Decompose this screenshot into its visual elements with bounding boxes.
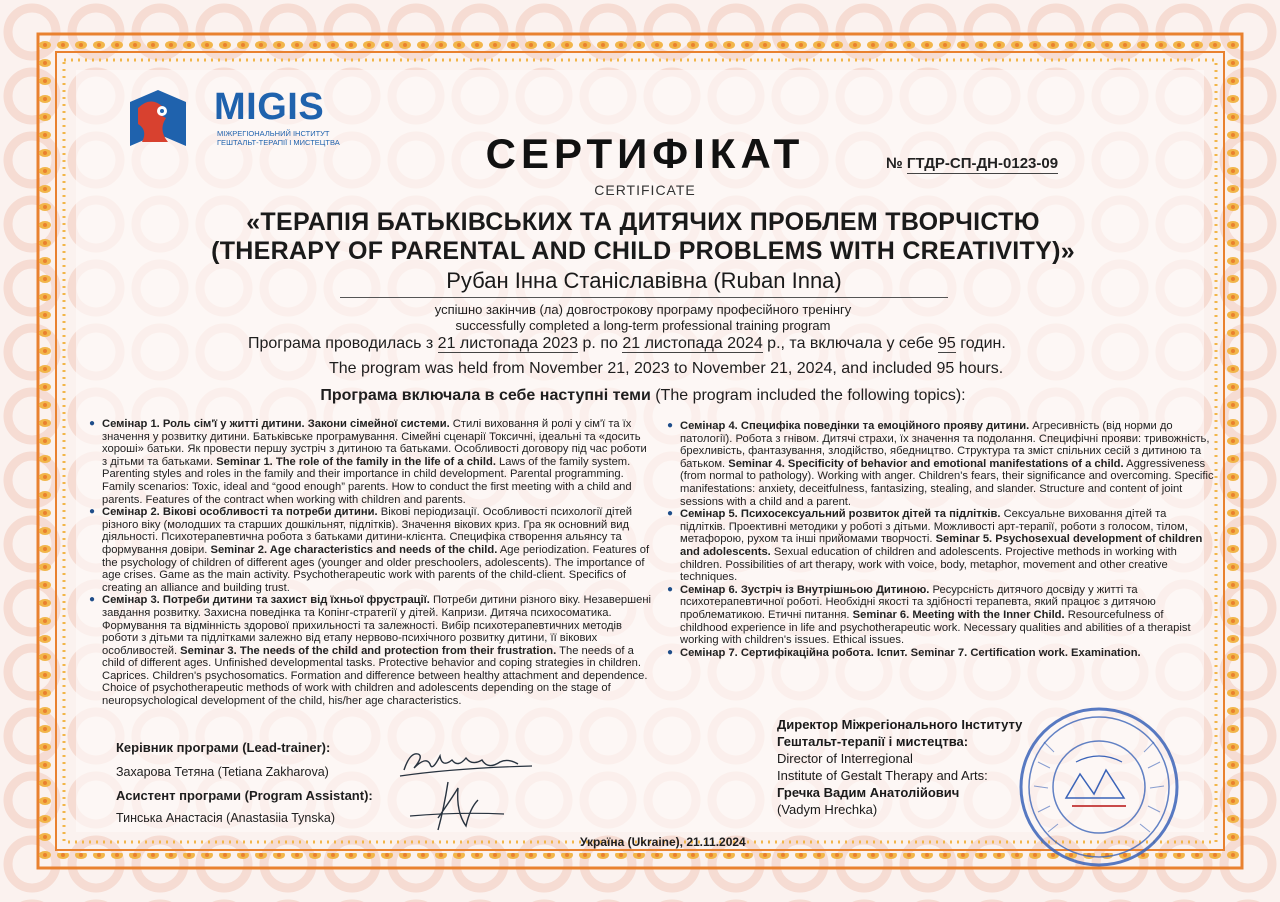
seminar-en-text: The needs of a child of different ages. Unfinished developmental tasks. Protective behavior and coping strategies in children. Caprices. Children's psychosomatics. Formation and difference between healthy attachment and dependence. Choice of psychotherapeutic methods of work with children and adolescents depending on the stage of neuropsychological development of the child, his/her age characteristics. xyxy=(102,644,648,708)
seminar-ua-text: Сексуальне виховання дітей та підлітків. Проективні методики у роботі з дітьми. Можливості арт-терапії, роботи з голосом, тілом, метафорою, рухом та інші прийомами творчості. xyxy=(680,508,1188,546)
seminar-ua-text: Стилі виховання й ролі у сім'ї та їх значення у розвитку дитини. Батьківське програмування. Сімейні сценарії Токсичні, ідеальні та «досить хороші» батьки. Як провести першу зустріч з дитиною та батьками. Особливості договору під час роботи з дітьми та батьками. xyxy=(102,418,647,468)
seminar-item xyxy=(86,594,652,707)
course-title-line2: (THERAPY OF PARENTAL AND CHILD PROBLEMS WITH CREATIVITY)» xyxy=(211,237,1075,265)
topics-heading xyxy=(0,387,1280,405)
seminar-en-title: Seminar 1. The role of the family in the life of a child. xyxy=(216,455,496,468)
seminar-ua-text: Ресурсність дитячого досвіду у житті та психотерапевтичної роботі. Необхідні якості та здібності терапевта, який працює з дитячою проблематикою. Етичні питання. xyxy=(680,583,1156,621)
bullet-icon: ● xyxy=(667,420,674,431)
start-date: 21 листопада 2023 xyxy=(437,335,579,352)
director-name-en: (Vadym Hrechka) xyxy=(777,802,878,817)
place-and-date: Україна (Ukraine), 21.11.2024 xyxy=(580,835,746,849)
topics-heading-ua: Програма включала в себе наступні теми xyxy=(320,387,651,404)
seminar-ua-text: Агресивність (від норми до патології). Робота з гнівом. Дитячі страхи, їх значення та подолання. Специфічні прояви: тривожність, брехливість, фантазування, злодійство, ябедництво. Структура та зміст спільних сесій з дитиною та батьком. xyxy=(680,420,1210,470)
completed-text-ua: успішно закінчив (ла) довгострокову програму професійного тренінгу xyxy=(434,302,852,317)
seminar-en-title: Seminar 4. Specificity of behavior and emotional manifestations of a child. xyxy=(728,457,1124,470)
program-dates-ua xyxy=(248,335,1006,353)
institute-seal-icon xyxy=(1014,702,1184,872)
seminar-item xyxy=(664,647,1214,660)
seminar-ua-text: Вікові періодизації. Особливості психології дітей різного віку (молодших та старших дошкільнят, підлітків). Значення вікових криз. Гра як основний вид діяльності. Психотерапевтична робота з батьками дитини-клієнта. Специфіка створення альянсу та формування довіри. xyxy=(102,506,632,556)
director-title-ua-1: Директор Міжрегіонального Інституту xyxy=(777,717,1023,732)
bullet-icon: ● xyxy=(89,506,96,518)
seminar-ua-title: Семінар 1. Роль сім'ї у житті дитини. Закони сімейної системи. xyxy=(102,418,450,430)
seminar-en-title: Seminar 3. The needs of the child and protection from their frustration. xyxy=(180,644,557,657)
course-title-line1: «ТЕРАПІЯ БАТЬКІВСЬКИХ ТА ДИТЯЧИХ ПРОБЛЕМ ТВОРЧІСТЮ xyxy=(246,208,1040,236)
seminar-en-text: Sexual education of children and adolescents. Projective methods in working with children. Possibilities of art therapy, work with voice, body, metaphor, movement and other creative techniques. xyxy=(680,545,1177,584)
assistant-name: Тинська Анастасія (Anastasiia Tynska) xyxy=(116,811,335,825)
seminars-left-column xyxy=(86,418,652,708)
certificate-number-value: ГТДР-СП-ДН-0123-09 xyxy=(906,155,1059,172)
seminar-en-text: Age periodization. Features of the psychology of children of different ages (younger and older preschoolers, adolescents). The importance of age crises. Game as the main activity. Psychotherapeutic work with parents of the child-client. Specifics of creating an alliance and building trust. xyxy=(102,543,650,594)
held-text-4: годин. xyxy=(955,335,1006,352)
completed-text-en: successfully completed a long-term professional training program xyxy=(455,318,831,333)
seminar-ua-title: Семінар 6. Зустріч із Внутрішньою Дитиною. xyxy=(680,583,930,596)
hours-count: 95 xyxy=(937,335,956,352)
certificate-number xyxy=(886,155,1058,172)
assistant-signature-icon xyxy=(408,778,508,838)
seminar-en-text: Laws of the family system. Parenting styles and roles in the family and their importance in child development. Parental programming. Family scenarios: Toxic, ideal and “good enough” parents. How to conduct the first meeting with a child and parents. Features of the contract when working with children and parents. xyxy=(102,455,632,506)
lead-trainer-name: Захарова Тетяна (Tetiana Zakharova) xyxy=(116,765,329,779)
lead-trainer-label: Керівник програми (Lead-trainer): xyxy=(116,740,331,755)
seminar-item xyxy=(664,508,1214,584)
seminar-ua-text: Потреби дитини різного віку. Незавершені завдання розвитку. Захисна поведінка та Копінг-стратегії у дітей. Капризи. Дитяча психосоматика. Формування та відмінність здорової прихильності та залежності. Вибір психотерапевтичних методів роботи з дітьми та підлітками залежно від етапу нервово-психічного розвитку дитини, її вікових особливостей. xyxy=(102,594,652,657)
seminar-en-text: Resourcefulness of childhood experience in life and psychotherapeutic work. Necessary qualities and abilities of a therapist working with children's issues. Ethical issues. xyxy=(680,608,1191,647)
director-title-en-1: Director of Interregional xyxy=(777,751,913,766)
bullet-icon: ● xyxy=(667,583,674,595)
seminar-item xyxy=(664,420,1214,508)
seminar-en-title: Seminar 2. Age characteristics and needs of the child. xyxy=(210,543,498,556)
held-text-3: р., та включала у себе xyxy=(762,335,938,352)
seminar-en-title: Seminar 5. Psychosexual development of children and adolescents. xyxy=(680,533,1203,558)
director-block xyxy=(777,716,1022,818)
held-text-1: Програма проводилась з xyxy=(248,335,438,352)
end-date: 21 листопада 2024 xyxy=(622,335,763,352)
seminar-ua-title: Семінар 5. Психосексуальний розвиток дітей та підлітків. xyxy=(680,508,1001,521)
bullet-icon: ● xyxy=(667,646,674,658)
seminar-ua-title: Семінар 2. Вікові особливості та потреби дитини. xyxy=(102,506,378,519)
bullet-icon: ● xyxy=(89,418,96,429)
logo-subtitle: МІЖРЕГІОНАЛЬНИЙ ІНСТИТУТ ГЕШТАЛЬТ-ТЕРАПІЇ І МИСТЕЦТВА xyxy=(217,129,340,147)
seminars-right-column xyxy=(664,420,1214,659)
logo-name: MIGIS xyxy=(214,86,325,128)
director-name-ua: Гречка Вадим Анатолійович xyxy=(777,785,960,800)
director-title-en-2: Institute of Gestalt Therapy and Arts: xyxy=(777,768,988,783)
topics-heading-en: (The program included the following topics): xyxy=(650,387,966,404)
seminar-ua-title: Семінар 4. Специфіка поведінки та емоційного прояву дитини. xyxy=(680,420,1030,432)
certificate-title: СЕРТИФІКАТ xyxy=(485,130,805,177)
bullet-icon: ● xyxy=(667,508,674,520)
assistant-label: Асистент програми (Program Assistant): xyxy=(116,788,373,803)
certificate-number-prefix: № xyxy=(886,155,903,172)
lead-trainer-signature-icon xyxy=(396,742,536,782)
seminar-en-text: Aggressiveness (from normal to pathology). Working with anger. Children's fears, their significance and overcoming. Specific manifestations: anxiety, deceitfulness, fantasizing, stealing, and slander. Structure and content of joint sessions with a child and a parent. xyxy=(680,457,1214,508)
bullet-icon: ● xyxy=(89,594,96,606)
certificate-subtitle: CERTIFICATE xyxy=(594,182,696,198)
seminar-item xyxy=(86,506,652,594)
program-dates-en: The program was held from November 21, 2023 to November 21, 2024, and included 95 hours. xyxy=(329,360,1004,377)
recipient-name: Рубан Інна Станіславівна (Ruban Inna) xyxy=(340,268,948,298)
seminar-en-title: Seminar 6. Meeting with the Inner Child. xyxy=(852,608,1065,621)
seminar-item xyxy=(86,418,652,506)
director-title-ua-2: Гештальт-терапії і мистецтва: xyxy=(777,734,969,749)
seminar-ua-title: Семінар 3. Потреби дитини та захист від їхньої фрустрації. xyxy=(102,594,430,607)
held-text-2: р. по xyxy=(578,335,623,352)
seminar-ua-title: Семінар 7. Сертифікаційна робота. Іспит. Seminar 7. Certification work. Examination. xyxy=(680,646,1141,659)
seminar-item xyxy=(664,584,1214,647)
